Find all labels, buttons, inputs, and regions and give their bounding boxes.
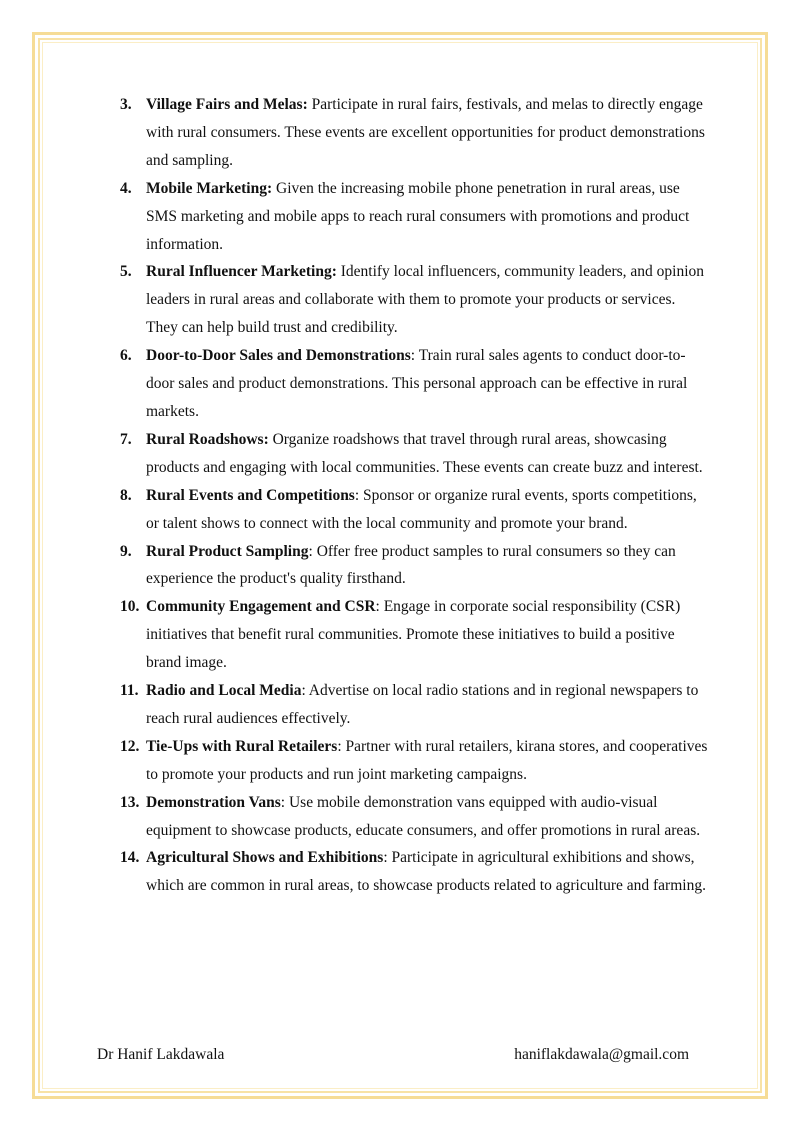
item-separator: : <box>354 486 360 504</box>
item-body: Partner with rural retailers, kirana stores, and cooperatives to promote your products and run joint marketing campaigns. <box>146 737 708 783</box>
item-separator: : <box>308 542 313 560</box>
list-item <box>120 538 710 594</box>
item-heading: Rural Product Sampling <box>146 542 309 560</box>
item-number: 7. <box>120 430 132 448</box>
list-item <box>120 175 710 259</box>
item-heading: Rural Events and Competitions <box>146 486 355 504</box>
item-separator: : <box>383 849 388 867</box>
item-heading: Rural Roadshows: <box>146 430 269 448</box>
item-separator: : <box>410 347 416 365</box>
item-heading: Door-to-Door Sales and Demonstrations <box>146 347 411 365</box>
item-number: 4. <box>120 179 132 197</box>
item-separator: : <box>337 737 342 755</box>
numbered-list <box>120 91 710 900</box>
item-number: 14. <box>120 849 140 867</box>
item-body: Sponsor or organize rural events, sports competitions, or talent shows to connect with the local community and promote your brand. <box>146 486 697 532</box>
item-body: Train rural sales agents to conduct door-to-door sales and product demonstrations. This personal approach can be effective in rural markets. <box>146 347 688 420</box>
item-number: 9. <box>120 542 132 560</box>
item-heading: Rural Influencer Marketing: <box>146 263 337 281</box>
list-item <box>120 789 710 845</box>
item-body: Organize roadshows that travel through rural areas, showcasing products and engaging with local communities. These events can create buzz and interest. <box>146 430 703 476</box>
item-number: 13. <box>120 793 140 811</box>
footer-author: Dr Hanif Lakdawala <box>97 1046 225 1063</box>
item-heading: Village Fairs and Melas: <box>146 96 308 113</box>
item-heading: Community Engagement and CSR <box>146 598 376 616</box>
page-footer <box>97 1046 689 1064</box>
list-item <box>120 844 710 900</box>
item-heading: Radio and Local Media <box>146 682 302 700</box>
item-number: 10. <box>120 598 140 616</box>
item-body: Identify local influencers, community leaders, and opinion leaders in rural areas and collaborate with them to promote your products or services. They can help build trust and credibility. <box>146 263 705 337</box>
item-number: 12. <box>120 737 140 755</box>
list-item <box>120 593 710 677</box>
list-item <box>120 733 710 789</box>
item-number: 11. <box>120 682 139 700</box>
item-heading: Mobile Marketing: <box>146 179 273 197</box>
item-body: Given the increasing mobile phone penetration in rural areas, use SMS marketing and mobile apps to reach rural consumers with promotions and product information. <box>146 179 690 253</box>
item-separator: : <box>375 598 380 616</box>
item-body: Engage in corporate social responsibility (CSR) initiatives that benefit rural communities. Promote these initiatives to build a positive brand image. <box>146 598 681 672</box>
list-item <box>120 258 710 342</box>
list-item <box>120 677 710 733</box>
list-item <box>120 342 710 426</box>
item-heading: Demonstration Vans <box>146 793 281 811</box>
item-separator: : <box>301 682 306 700</box>
item-heading: Agricultural Shows and Exhibitions <box>146 849 384 867</box>
item-number: 8. <box>120 486 132 504</box>
item-separator: : <box>280 793 286 811</box>
item-body: Offer free product samples to rural consumers so they can experience the product's quality firsthand. <box>146 542 676 588</box>
item-body: Participate in agricultural exhibitions and shows, which are common in rural areas, to showcase products related to agriculture and farming. <box>146 849 706 895</box>
list-item <box>120 482 710 538</box>
item-number: 5. <box>120 263 132 281</box>
list-item <box>120 91 710 175</box>
item-number: 3. <box>120 96 132 113</box>
item-heading: Tie-Ups with Rural Retailers <box>146 737 338 755</box>
item-body: Use mobile demonstration vans equipped with audio-visual equipment to showcase products, educate consumers, and offer promotions in rural areas. <box>146 793 701 839</box>
list-item <box>120 426 710 482</box>
item-body: Participate in rural fairs, festivals, and melas to directly engage with rural consumers. These events are excellent opportunities for product demonstrations and sampling. <box>146 96 705 169</box>
item-body: Advertise on local radio stations and in regional newspapers to reach rural audiences effectively. <box>146 682 699 727</box>
item-number: 6. <box>120 347 132 365</box>
footer-email: haniflakdawala@gmail.com <box>514 1046 689 1063</box>
